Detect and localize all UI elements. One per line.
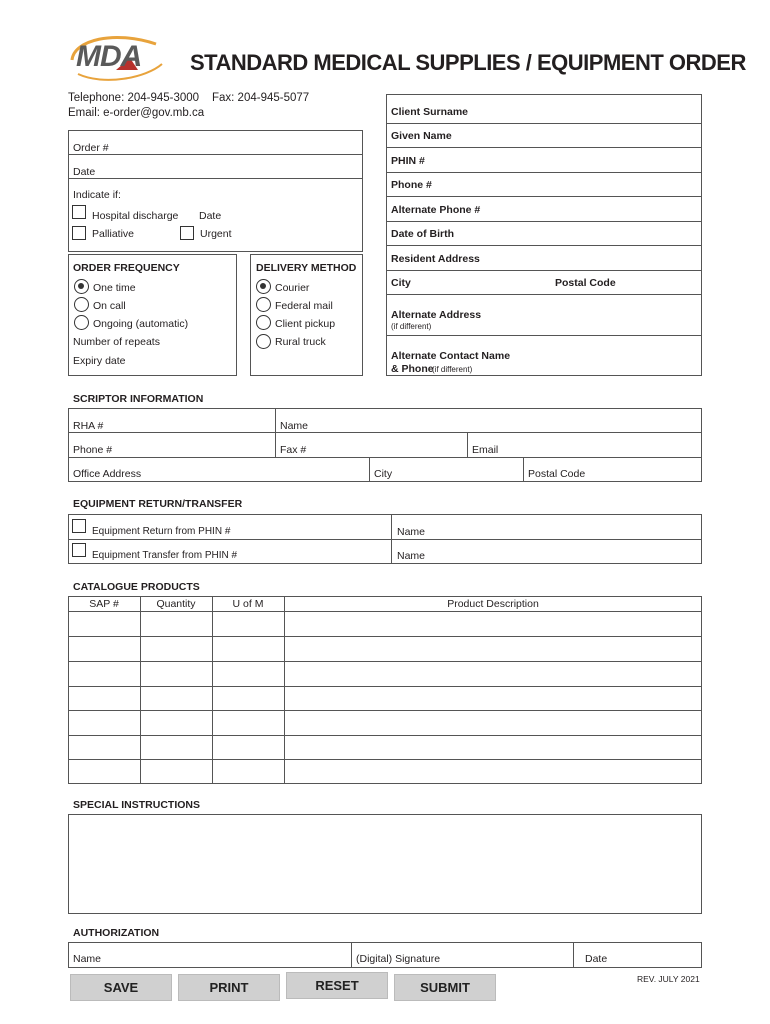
on-call-label: On call [93, 300, 126, 312]
order-number-field[interactable]: Order # [73, 142, 109, 154]
given-name-field[interactable]: Given Name [391, 130, 452, 142]
city-field[interactable]: City [391, 277, 411, 289]
alternate-contact-field[interactable]: Alternate Contact Name [391, 350, 511, 362]
scriptor-name-field[interactable]: Name [280, 420, 309, 432]
telephone: Telephone: 204-945-3000 [68, 92, 200, 104]
office-address-field[interactable]: Office Address [73, 468, 142, 480]
equipment-heading: EQUIPMENT RETURN/TRANSFER [73, 498, 243, 510]
urgent-checkbox[interactable] [180, 226, 194, 240]
scriptor-email-field[interactable]: Email [472, 444, 499, 456]
expiry-date-field[interactable]: Expiry date [73, 355, 126, 367]
logo [64, 30, 170, 82]
federal-mail-label: Federal mail [275, 300, 333, 312]
palliative-label: Palliative [92, 228, 135, 240]
indicate-label: Indicate if: [73, 189, 121, 201]
equipment-return-checkbox[interactable] [72, 519, 86, 533]
federal-mail-radio[interactable] [256, 297, 271, 312]
reset-button[interactable]: RESET [286, 972, 388, 999]
alternate-phone-field[interactable]: Alternate Phone # [391, 204, 481, 216]
hospital-discharge-checkbox[interactable] [72, 205, 86, 219]
scriptor-fax-field[interactable]: Fax # [280, 444, 307, 456]
submit-button[interactable]: SUBMIT [394, 974, 496, 1001]
transfer-name-field[interactable]: Name [397, 550, 426, 562]
alternate-contact-phone-label: & Phone [391, 363, 434, 375]
special-instructions-heading: SPECIAL INSTRUCTIONS [73, 799, 200, 811]
client-surname-field[interactable]: Client Surname [391, 106, 469, 118]
col-quantity: Quantity [156, 598, 196, 610]
ongoing-radio[interactable] [74, 315, 89, 330]
on-call-radio[interactable] [74, 297, 89, 312]
fax: Fax: 204-945-5077 [212, 92, 310, 104]
alternate-address-note: (if different) [391, 322, 432, 331]
postal-code-field[interactable]: Postal Code [555, 277, 616, 289]
courier-label: Courier [275, 282, 310, 294]
urgent-label: Urgent [200, 228, 232, 240]
date-of-birth-field[interactable]: Date of Birth [391, 228, 454, 240]
signature-field[interactable]: (Digital) Signature [356, 953, 441, 965]
client-pickup-label: Client pickup [275, 318, 336, 330]
one-time-label: One time [93, 282, 136, 294]
scriptor-postal-field[interactable]: Postal Code [528, 468, 586, 480]
col-description: Product Description [447, 598, 539, 610]
ongoing-label: Ongoing (automatic) [93, 318, 189, 330]
scriptor-heading: SCRIPTOR INFORMATION [73, 393, 204, 405]
phone-field[interactable]: Phone # [391, 179, 432, 191]
hospital-discharge-label: Hospital discharge [92, 210, 179, 222]
phin-field[interactable]: PHIN # [391, 155, 425, 167]
courier-radio[interactable] [256, 279, 271, 294]
number-of-repeats-field[interactable]: Number of repeats [73, 336, 160, 348]
email: Email: e-order@gov.mb.ca [68, 107, 205, 119]
order-date-field[interactable]: Date [73, 166, 96, 178]
revision-label: REV. JULY 2021 [637, 974, 700, 984]
one-time-radio[interactable] [74, 279, 89, 294]
catalogue-heading: CATALOGUE PRODUCTS [73, 581, 200, 593]
logo-text: MDA [76, 40, 142, 73]
equipment-return-field[interactable]: Equipment Return from PHIN # [92, 526, 231, 537]
alternate-address-field[interactable]: Alternate Address [391, 309, 482, 321]
discharge-date-field[interactable]: Date [199, 210, 222, 222]
delivery-method-heading: DELIVERY METHOD [256, 262, 357, 274]
palliative-checkbox[interactable] [72, 226, 86, 240]
rural-truck-label: Rural truck [275, 336, 326, 348]
authorization-name-field[interactable]: Name [73, 953, 102, 965]
resident-address-field[interactable]: Resident Address [391, 253, 480, 265]
return-name-field[interactable]: Name [397, 526, 426, 538]
rha-field[interactable]: RHA # [73, 420, 104, 432]
special-instructions-textarea[interactable] [68, 814, 702, 914]
order-frequency-heading: ORDER FREQUENCY [73, 262, 180, 274]
equipment-transfer-checkbox[interactable] [72, 543, 86, 557]
scriptor-city-field[interactable]: City [374, 468, 393, 480]
print-button[interactable]: PRINT [178, 974, 280, 1001]
col-sap: SAP # [89, 598, 119, 610]
rural-truck-radio[interactable] [256, 334, 271, 349]
save-button[interactable]: SAVE [70, 974, 172, 1001]
scriptor-phone-field[interactable]: Phone # [73, 444, 113, 456]
client-pickup-radio[interactable] [256, 315, 271, 330]
authorization-heading: AUTHORIZATION [73, 927, 160, 939]
catalogue-table [68, 596, 702, 784]
equipment-transfer-field[interactable]: Equipment Transfer from PHIN # [92, 550, 238, 561]
page-title: STANDARD MEDICAL SUPPLIES / EQUIPMENT ORDER [190, 50, 746, 75]
col-uom: U of M [232, 598, 264, 610]
alternate-contact-note: (if different) [432, 365, 473, 374]
authorization-date-field[interactable]: Date [585, 953, 608, 965]
